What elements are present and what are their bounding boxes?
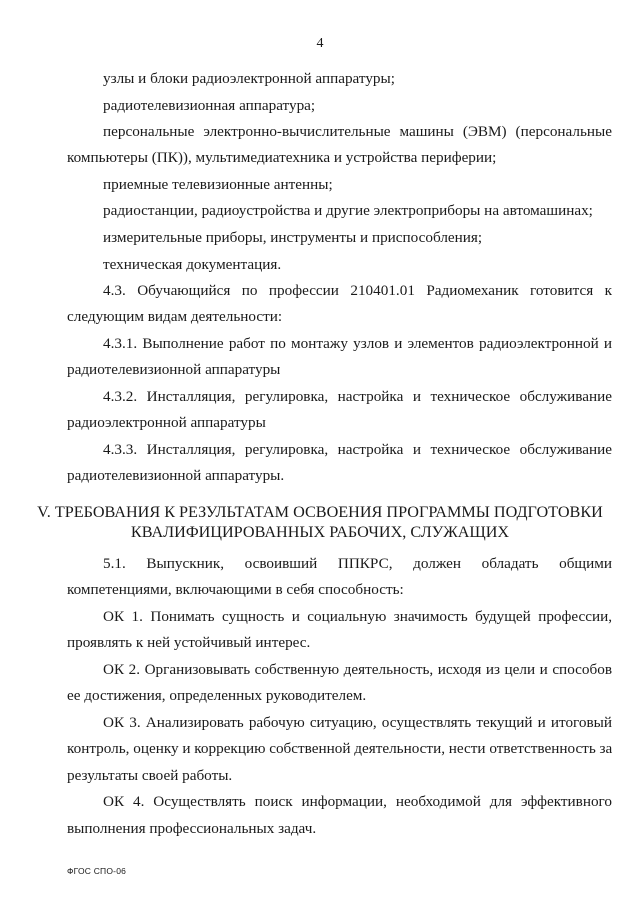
ok-4-line: выполнения профессиональных задач. <box>67 820 317 837</box>
ok-2-line: ОК 2. Организовывать собственную деятельность, исходя из цели и способов <box>103 661 612 678</box>
paragraph-4-3-3-line: радиотелевизионной аппаратуры. <box>67 467 285 484</box>
paragraph-4-3-2-line: 4.3.2. Инсталляция, регулировка, настройка и техническое обслуживание <box>103 388 612 405</box>
ok-2-line: ее достижения, определенных руководителем. <box>67 687 367 704</box>
paragraph-5-1-line: 5.1. Выпускник, освоивший ППКРС, должен обладать общими <box>103 555 612 572</box>
list-item: радиотелевизионная аппаратура; <box>103 97 316 114</box>
section-heading-line: КВАЛИФИЦИРОВАННЫХ РАБОЧИХ, СЛУЖАЩИХ <box>130 523 510 541</box>
list-item: приемные телевизионные антенны; <box>103 176 333 193</box>
ok-1-line: ОК 1. Понимать сущность и социальную значимость будущей профессии, <box>103 608 612 625</box>
ok-4-line: ОК 4. Осуществлять поиск информации, необходимой для эффективного <box>103 793 612 810</box>
list-item: компьютеры (ПК)), мультимедиатехника и устройства периферии; <box>67 149 497 166</box>
list-item: техническая документация. <box>103 256 282 273</box>
list-item: радиостанции, радиоустройства и другие электроприборы на автомашинах; <box>103 202 593 219</box>
ok-3-line: результаты своей работы. <box>67 767 233 784</box>
list-item: узлы и блоки радиоэлектронной аппаратуры; <box>103 70 395 87</box>
paragraph-4-3-1-line: 4.3.1. Выполнение работ по монтажу узлов и элементов радиоэлектронной и <box>103 335 612 352</box>
paragraph-4-3-3-line: 4.3.3. Инсталляция, регулировка, настройка и техническое обслуживание <box>103 441 612 458</box>
paragraph-5-1-line: компетенциями, включающими в себя способность: <box>67 581 404 598</box>
page-number: 4 <box>316 36 324 51</box>
paragraph-4-3-2-line: радиоэлектронной аппаратуры <box>67 414 266 431</box>
paragraph-4-3-1-line: радиотелевизионной аппаратуры <box>67 361 281 378</box>
footer-label: ФГОС СПО-06 <box>67 866 127 876</box>
list-item: измерительные приборы, инструменты и приспособления; <box>103 229 483 246</box>
ok-3-line: ОК 3. Анализировать рабочую ситуацию, осуществлять текущий и итоговый <box>103 714 612 731</box>
paragraph-4-3-line: 4.3. Обучающийся по профессии 210401.01 Радиомеханик готовится к <box>103 282 612 299</box>
section-heading-line: V. ТРЕБОВАНИЯ К РЕЗУЛЬТАТАМ ОСВОЕНИЯ ПРОГРАММЫ ПОДГОТОВКИ <box>37 503 603 521</box>
ok-3-line: контроль, оценку и коррекцию собственной деятельности, нести ответственность за <box>67 740 613 757</box>
ok-1-line: проявлять к ней устойчивый интерес. <box>67 634 311 651</box>
list-item: персональные электронно-вычислительные машины (ЭВМ) (персональные <box>103 123 612 140</box>
paragraph-4-3-line: следующим видам деятельности: <box>67 308 283 325</box>
